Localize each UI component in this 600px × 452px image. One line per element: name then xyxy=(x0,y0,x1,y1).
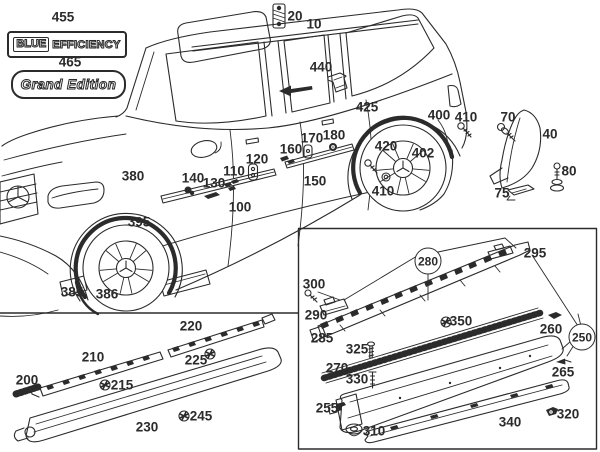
part-number-callout-220: 220 xyxy=(179,318,203,334)
part-number-callout-110: 110 xyxy=(223,163,245,179)
part-number-callout-300: 300 xyxy=(302,276,326,292)
part-number-callout-420: 420 xyxy=(374,138,398,154)
part-number-callout-170: 170 xyxy=(300,130,324,146)
part-number-callout-410-bottom: 410 xyxy=(371,183,395,199)
part-number-callout-10: 10 xyxy=(306,16,322,32)
part-number-callout-325: 325 xyxy=(345,341,369,357)
seal-200-icon xyxy=(16,387,38,394)
part-number-callout-455: 455 xyxy=(51,9,75,25)
part-number-callout-180: 180 xyxy=(322,127,346,143)
part-number-callout-255: 255 xyxy=(315,400,339,416)
part-number-callout-245: 245 xyxy=(189,408,213,424)
part-number-callout-140: 140 xyxy=(181,170,205,186)
part-number-callout-285: 285 xyxy=(310,330,334,346)
part-number-callout-100: 100 xyxy=(228,199,252,215)
part-number-callout-230: 230 xyxy=(135,419,159,435)
clip-245-icon xyxy=(179,411,189,421)
part-number-callout-70: 70 xyxy=(500,109,516,125)
part-number-callout-270: 270 xyxy=(325,360,349,376)
grommet-310-icon xyxy=(346,424,362,436)
part-number-callout-160: 160 xyxy=(279,141,303,157)
efficiency-badge-word: EFFICIENCY xyxy=(52,38,121,51)
part-number-callout-260: 260 xyxy=(539,321,563,337)
part-number-callout-340: 340 xyxy=(498,414,522,430)
part-number-callout-395: 395 xyxy=(127,214,151,230)
part-number-callout-80: 80 xyxy=(561,163,577,179)
part-number-callout-265: 265 xyxy=(551,364,575,380)
part-number-callout-120: 120 xyxy=(245,151,269,167)
bracket-75-icon xyxy=(507,185,534,200)
part-number-callout-290: 290 xyxy=(304,307,328,323)
part-number-callout-295: 295 xyxy=(523,245,547,261)
part-number-callout-400: 400 xyxy=(427,107,451,123)
screw-410-top-icon xyxy=(458,123,471,137)
part-number-callout-280: 280 xyxy=(415,248,442,275)
part-number-callout-200: 200 xyxy=(15,372,39,388)
screw-300-icon xyxy=(305,290,317,302)
part-number-callout-320: 320 xyxy=(556,406,580,422)
part-number-callout-386: 386 xyxy=(95,286,119,302)
part-number-callout-20: 20 xyxy=(287,8,303,24)
part-number-callout-75: 75 xyxy=(494,185,510,201)
part-number-callout-425: 425 xyxy=(355,99,379,115)
molding-end-130-icon xyxy=(204,192,220,199)
part-number-callout-40: 40 xyxy=(542,126,558,142)
part-number-callout-150: 150 xyxy=(303,173,327,189)
part-number-callout-330: 330 xyxy=(345,371,369,387)
part-number-callout-350: 350 xyxy=(449,313,473,329)
part-number-callout-440: 440 xyxy=(309,59,333,75)
part-number-callout-410-top: 410 xyxy=(454,109,478,125)
grand-edition-text: Grand Edition xyxy=(20,77,117,92)
blue-badge-word: BLUE xyxy=(13,37,49,52)
clip-215-icon xyxy=(100,380,110,390)
part-number-callout-310: 310 xyxy=(362,423,386,439)
part-number-callout-130: 130 xyxy=(202,175,226,191)
part-number-callout-380: 380 xyxy=(121,168,145,184)
grand-edition-badge xyxy=(11,70,126,99)
front-grille xyxy=(0,174,38,224)
part-number-callout-215: 215 xyxy=(110,377,134,393)
part-number-callout-402: 402 xyxy=(411,145,435,161)
clip-180-icon xyxy=(329,143,337,151)
part-number-callout-385: 385 xyxy=(60,284,84,300)
screw-70-icon xyxy=(498,124,516,142)
part-number-callout-250: 250 xyxy=(569,324,596,351)
part-number-callout-210: 210 xyxy=(81,349,105,365)
part-number-callout-225: 225 xyxy=(184,352,208,368)
part-number-callout-465: 465 xyxy=(58,54,82,70)
clip-260-icon xyxy=(548,312,562,319)
